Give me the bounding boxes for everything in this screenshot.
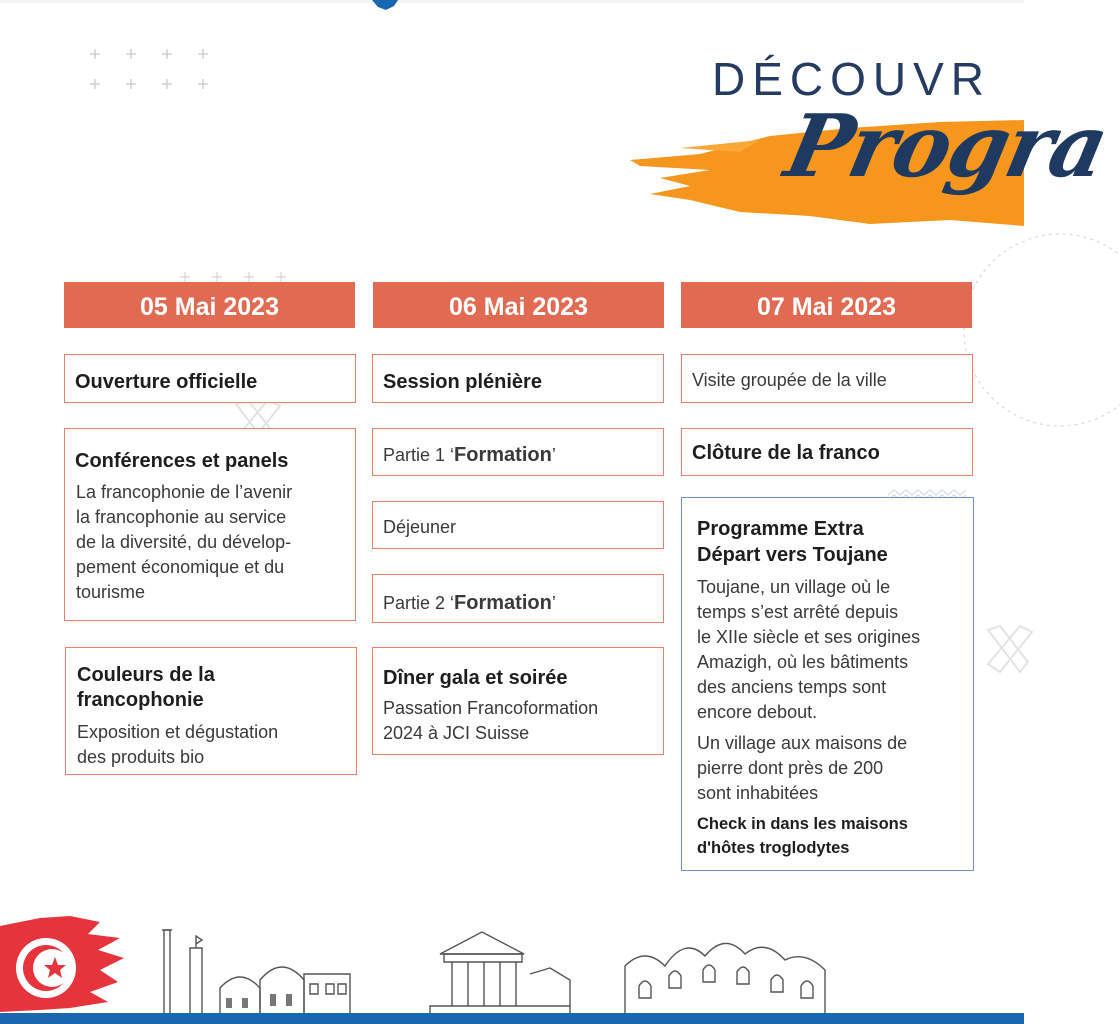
item-title: Ouverture officielle <box>75 371 258 393</box>
item-title: Session plénière <box>383 371 542 393</box>
day-header-3: 07 Mai 2023 <box>681 282 972 328</box>
item-line: temps s’est arrêté depuis <box>697 602 899 622</box>
cross-deco-icon <box>980 618 1040 678</box>
item-bold: Formation <box>454 592 552 614</box>
program-item-card <box>681 354 973 403</box>
item-note: d'hôtes troglodytes <box>697 839 850 857</box>
item-line: Amazigh, où les bâtiments <box>697 652 909 672</box>
item-text: Déjeuner <box>383 517 457 537</box>
program-extra-card <box>681 497 974 871</box>
item-text <box>383 443 556 468</box>
page-title: DÉCOUVR <box>712 53 992 105</box>
program-item-card <box>65 647 357 775</box>
monument-skyline-icon <box>150 918 380 1014</box>
program-item-card <box>372 647 664 755</box>
item-suffix: ’ <box>551 593 556 613</box>
item-line: encore debout. <box>697 702 818 722</box>
item-prefix: Partie 1 ‘ <box>383 445 455 465</box>
item-line: sont inhabitées <box>697 783 819 803</box>
monument-skyline-icon <box>625 926 825 1014</box>
dashed-circle-deco <box>960 230 1120 430</box>
footer-bar <box>0 1013 1024 1024</box>
program-item-card <box>372 354 664 403</box>
item-line: pement économique et du <box>76 557 285 577</box>
program-item-card <box>64 354 356 403</box>
day-header-2: 06 Mai 2023 <box>373 282 664 328</box>
item-line: la francophonie au service <box>76 507 287 527</box>
tunisia-flag-icon <box>0 912 130 1012</box>
item-title: Conférences et panels <box>75 450 289 472</box>
program-item-card <box>372 428 664 476</box>
item-line: 2024 à JCI Suisse <box>383 723 530 743</box>
item-line: Passation Francoformation <box>383 698 599 718</box>
item-suffix: ’ <box>551 445 556 465</box>
program-script-title: Progra <box>777 96 1116 197</box>
item-line: La francophonie de l’avenir <box>76 482 293 502</box>
top-strip <box>0 0 1024 3</box>
program-item-card <box>64 428 356 621</box>
item-line: Exposition et dégustation <box>77 722 279 742</box>
item-title: Dîner gala et soirée <box>383 667 568 689</box>
item-line: des produits bio <box>77 747 205 767</box>
item-line: pierre dont près de 200 <box>697 758 884 778</box>
item-title: francophonie <box>77 689 204 711</box>
item-line: tourisme <box>76 582 146 602</box>
program-item-card <box>372 501 664 549</box>
item-line: Un village aux maisons de <box>697 733 908 753</box>
item-bold: Formation <box>454 444 552 466</box>
plus-grid-icon <box>86 44 216 96</box>
item-prefix: Partie 2 ‘ <box>383 593 455 613</box>
blue-blob-icon <box>368 0 418 12</box>
item-line: le XIIe siècle et ses origines <box>697 627 921 647</box>
item-title: Départ vers Toujane <box>697 544 888 566</box>
item-line: de la diversité, du dévelop- <box>76 532 292 552</box>
program-item-card <box>372 574 664 623</box>
item-title: Couleurs de la <box>77 664 215 686</box>
item-note: Check in dans les maisons <box>697 815 908 833</box>
program-item-card <box>681 428 973 476</box>
item-line: des anciens temps sont <box>697 677 887 697</box>
item-title: Clôture de la franco <box>692 442 880 464</box>
item-text: Visite groupée de la ville <box>692 370 887 390</box>
day-header-1: 05 Mai 2023 <box>64 282 355 328</box>
item-title: Programme Extra <box>697 518 864 540</box>
item-line: Toujane, un village où le <box>697 577 891 597</box>
item-text <box>383 591 556 616</box>
monument-skyline-icon <box>420 924 580 1014</box>
